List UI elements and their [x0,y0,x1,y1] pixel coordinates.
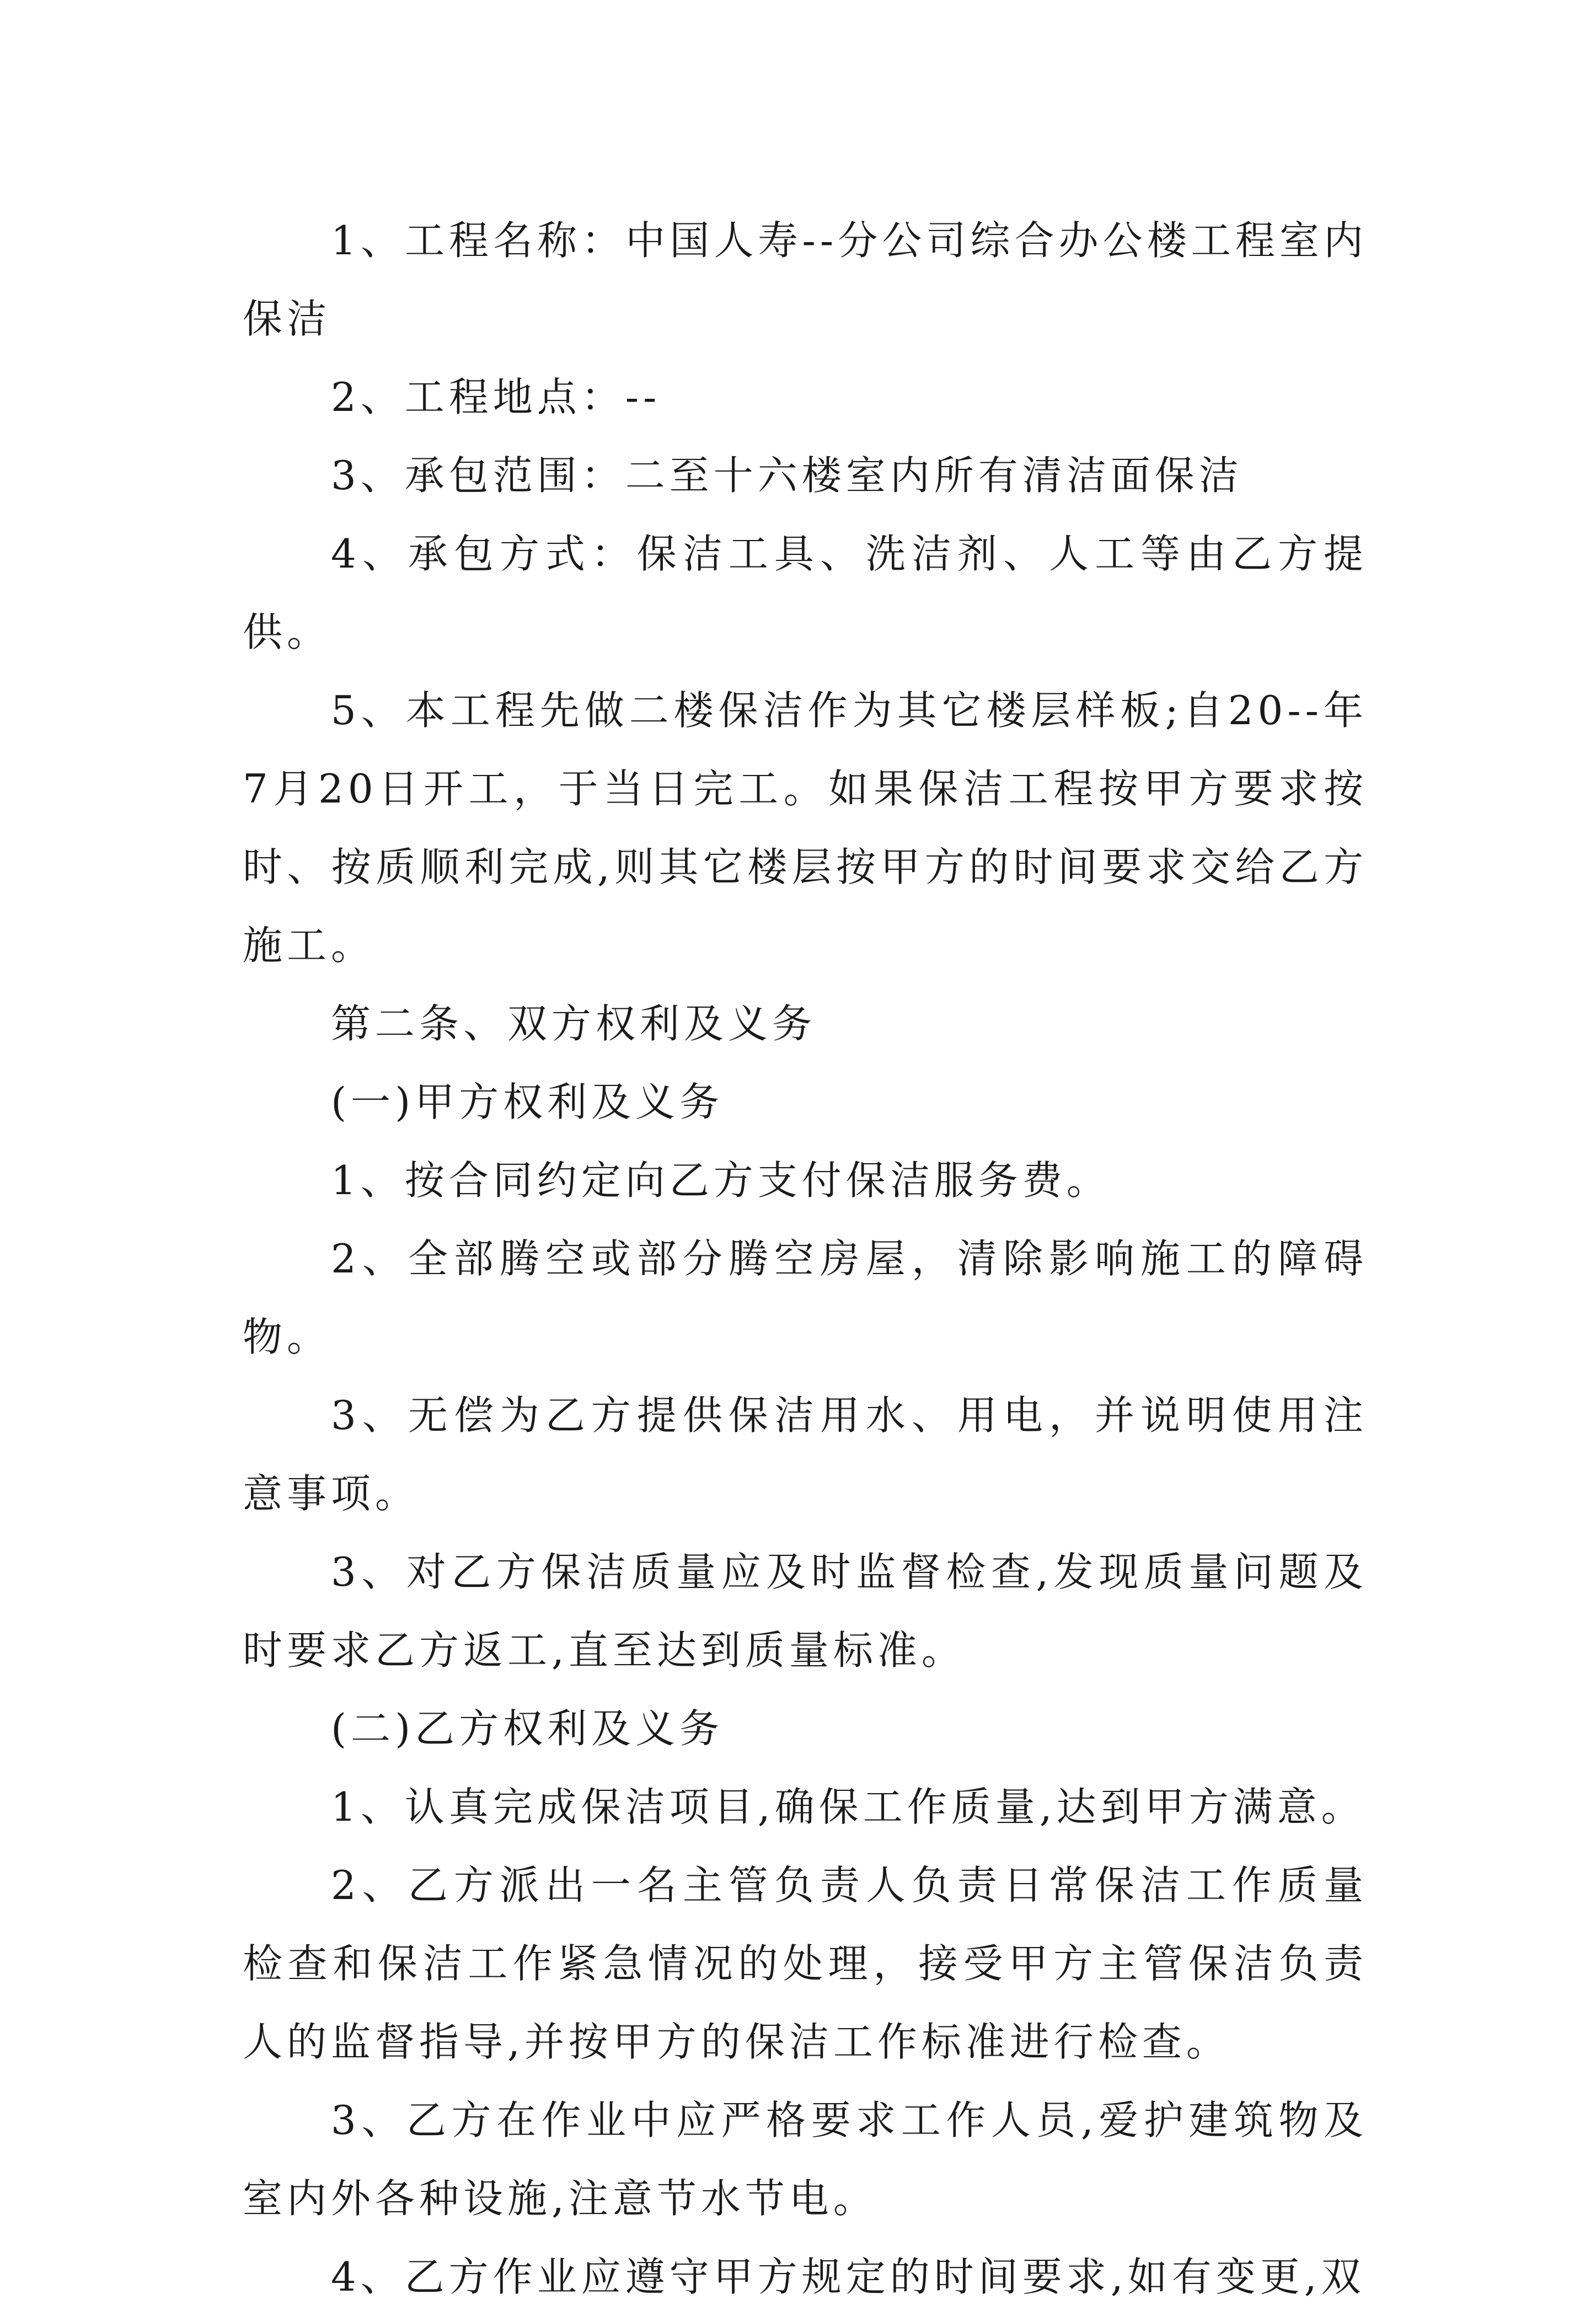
subsection-heading-party-b: (二)乙方权利及义务 [331,1705,724,1752]
party-a-item-2: 2、全部腾空或部分腾空房屋，清除影响施工的障碍物。 [243,1235,1368,1360]
document-body [243,201,1368,2316]
paragraph-schedule: 5、本工程先做二楼保洁作为其它楼层样板;自20--年7月20日开工，于当日完工。如果保洁工程按甲方要求按时、按质顺利完成,则其它楼层按甲方的时间要求交给乙方施工。 [243,687,1368,969]
party-a-item-3b: 3、对乙方保洁质量应及时监督检查,发现质量问题及时要求乙方返工,直至达到质量标准。 [243,1549,1368,1673]
section-heading-rights-obligations: 第二条、双方权利及义务 [331,1001,817,1047]
paragraph-contract-method: 4、承包方式：保洁工具、洗洁剂、人工等由乙方提供。 [243,531,1368,655]
paragraph-project-name: 1、工程名称：中国人寿--分公司综合办公楼工程室内保洁 [243,217,1368,342]
party-b-item-4: 4、乙方作业应遵守甲方规定的时间要求,如有变更,双 [331,2254,1365,2300]
paragraph-project-location: 2、工程地点：-- [331,374,661,420]
subsection-heading-party-a: (一)甲方权利及义务 [331,1079,724,1125]
party-a-item-3: 3、无偿为乙方提供保洁用水、用电，并说明使用注意事项。 [243,1392,1368,1517]
party-b-item-3: 3、乙方在作业中应严格要求工作人员,爱护建筑物及室内外各种设施,注意节水节电。 [243,2097,1368,2222]
paragraph-contract-scope: 3、承包范围：二至十六楼室内所有清洁面保洁 [331,452,1243,499]
party-b-item-1: 1、认真完成保洁项目,确保工作质量,达到甲方满意。 [331,1784,1365,1830]
party-b-item-2: 2、乙方派出一名主管负责人负责日常保洁工作质量检查和保洁工作紧急情况的处理，接受甲方主管保洁负责人的监督指导,并按甲方的保洁工作标准进行检查。 [243,1862,1368,2065]
party-a-item-1: 1、按合同约定向乙方支付保洁服务费。 [331,1157,1111,1204]
